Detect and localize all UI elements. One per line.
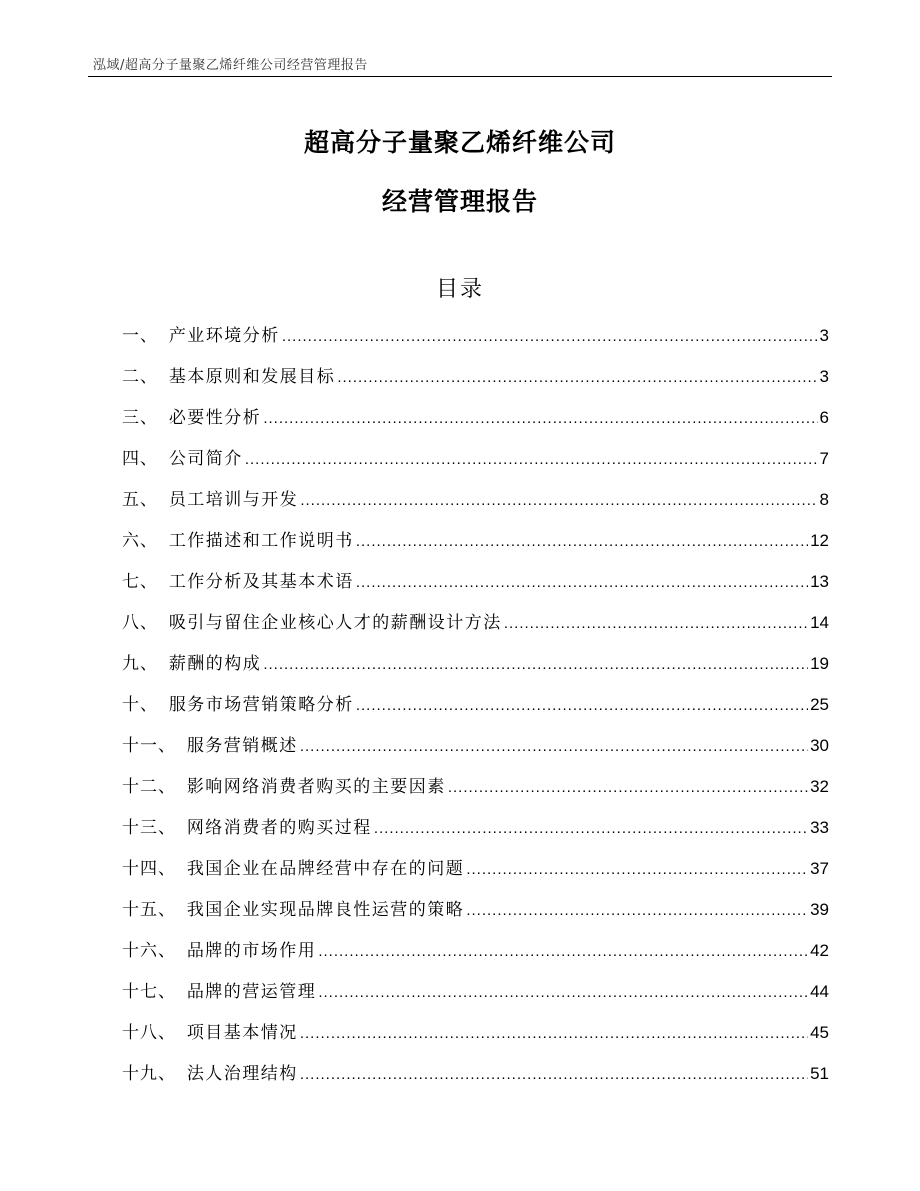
toc-entry-number: 八、 [122,613,158,633]
toc-entry-spacer [158,610,169,636]
toc-entry-page-number: 44 [810,982,829,1001]
toc-entry-number: 九、 [122,654,158,674]
toc-entry-number: 三、 [122,408,158,428]
toc-entry-page-number: 7 [819,449,829,468]
toc-entry-page-number: 3 [819,367,829,386]
toc-entry-page-number: 25 [810,695,829,714]
toc-entry-leader [356,693,808,719]
toc-entry[interactable] [122,651,829,692]
toc-entry[interactable] [122,487,829,528]
toc-entry-leader [374,816,808,842]
toc-entry-spacer [176,733,187,759]
toc-entry-page-number: 13 [810,572,829,591]
toc-entry-spacer [176,1061,187,1087]
toc-entry-page-number: 39 [810,900,829,919]
toc-entry-title: 员工培训与开发 [168,490,299,510]
toc-entry-spacer [176,897,187,923]
toc-entry-number: 十九、 [122,1064,176,1084]
toc-entry-page-number: 45 [810,1023,829,1042]
toc-entry-number: 十四、 [122,859,176,879]
toc-entry-title: 品牌的营运管理 [186,982,317,1002]
toc-entry-number: 十三、 [122,818,176,838]
toc-entry-page-number: 6 [819,408,829,427]
toc-entry-leader [263,652,808,678]
toc-entry-title: 产业环境分析 [168,326,280,346]
toc-entry-number: 六、 [122,531,158,551]
toc-entry[interactable] [122,733,829,774]
toc-entry[interactable] [122,692,829,733]
toc-entry-number: 四、 [122,449,158,469]
toc-entry-spacer [176,856,187,882]
toc-entry[interactable] [122,323,829,364]
toc-entry-leader [263,406,817,432]
toc-entry-number: 十六、 [122,941,176,961]
toc-entry-page-number: 51 [810,1064,829,1083]
toc-entry-leader [318,939,808,965]
toc-entry-spacer [158,405,169,431]
toc-entry-number: 十二、 [122,777,176,797]
toc-entry-spacer [176,815,187,841]
toc-entry-page-number: 19 [810,654,829,673]
toc-entry[interactable] [122,446,829,487]
toc-entry-spacer [158,651,169,677]
toc-entry-page-number: 32 [810,777,829,796]
toc-entry-leader [245,447,818,473]
toc-entry-title: 必要性分析 [168,408,262,428]
toc-entry-page-number: 8 [819,490,829,509]
toc-entry-number: 二、 [122,367,158,387]
toc-entry-page-number: 12 [810,531,829,550]
toc-entry-title: 我国企业实现品牌良性运营的策略 [186,900,465,920]
toc-entry-spacer [176,979,187,1005]
toc-entry-title: 公司简介 [168,449,243,469]
toc-entry-leader [504,611,808,637]
toc-entry-leader [466,857,808,883]
toc-entry[interactable] [122,774,829,815]
toc-entry-page-number: 42 [810,941,829,960]
toc-entry-number: 十一、 [122,736,176,756]
toc-entry[interactable] [122,528,829,569]
toc-entry[interactable] [122,856,829,897]
toc-entry[interactable] [122,569,829,610]
toc-entry-spacer [176,774,187,800]
toc-entry-title: 薪酬的构成 [168,654,262,674]
toc-entry[interactable] [122,610,829,651]
toc-entry-number: 十五、 [122,900,176,920]
toc-entry-leader [300,1021,808,1047]
toc-entry[interactable] [122,897,829,938]
toc-entry-leader [337,365,817,391]
toc-entry-spacer [158,323,169,349]
toc-heading: 目录 [435,277,484,302]
toc-entry-leader [300,488,817,514]
document-title: 超高分子量聚乙烯纤维公司 [303,128,616,157]
toc-entry-page-number: 14 [810,613,829,632]
toc-entry-spacer [158,364,169,390]
toc-entry-number: 五、 [122,490,158,510]
toc-entry[interactable] [122,1061,829,1102]
toc-entry-leader [466,898,808,924]
toc-entry[interactable] [122,1020,829,1061]
toc-entry-number: 七、 [122,572,158,592]
toc-entry-spacer [158,446,169,472]
table-of-contents [122,323,829,1102]
toc-entry-spacer [158,569,169,595]
toc-entry-leader [356,570,808,596]
toc-entry-leader [300,1062,808,1088]
toc-entry-page-number: 37 [810,859,829,878]
toc-entry-title: 服务市场营销策略分析 [168,695,354,715]
toc-entry-leader [300,734,808,760]
document-subtitle: 经营管理报告 [381,187,538,216]
toc-entry-number: 十七、 [122,982,176,1002]
toc-entry-title: 服务营销概述 [186,736,298,756]
toc-entry-title: 网络消费者的购买过程 [186,818,372,838]
toc-entry-title: 品牌的市场作用 [186,941,317,961]
toc-entry-number: 十八、 [122,1023,176,1043]
toc-entry-title: 工作分析及其基本术语 [168,572,354,592]
toc-entry-page-number: 30 [810,736,829,755]
toc-entry-title: 吸引与留住企业核心人才的薪酬设计方法 [168,613,502,633]
toc-entry-page-number: 3 [819,326,829,345]
toc-entry-title: 项目基本情况 [186,1023,298,1043]
toc-entry[interactable] [122,815,829,856]
toc-entry-spacer [176,1020,187,1046]
toc-entry-leader [448,775,808,801]
running-header: 泓域/超高分子量聚乙烯纤维公司经营管理报告 [93,58,368,73]
toc-entry-spacer [158,528,169,554]
toc-entry-title: 影响网络消费者购买的主要因素 [186,777,446,797]
toc-entry[interactable] [122,979,829,1020]
toc-entry-number: 一、 [122,326,158,346]
header-divider [88,76,832,77]
toc-entry-leader [282,324,818,350]
toc-entry-title: 法人治理结构 [186,1064,298,1084]
toc-entry-number: 十、 [122,695,158,715]
toc-entry[interactable] [122,364,829,405]
toc-entry-title: 工作描述和工作说明书 [168,531,354,551]
toc-entry[interactable] [122,405,829,446]
toc-entry-leader [318,980,808,1006]
toc-entry-title: 我国企业在品牌经营中存在的问题 [186,859,465,879]
toc-entry-title: 基本原则和发展目标 [168,367,336,387]
toc-entry-spacer [176,938,187,964]
toc-entry-leader [356,529,808,555]
toc-entry[interactable] [122,938,829,979]
toc-entry-spacer [158,487,169,513]
toc-entry-spacer [158,692,169,718]
toc-entry-page-number: 33 [810,818,829,837]
